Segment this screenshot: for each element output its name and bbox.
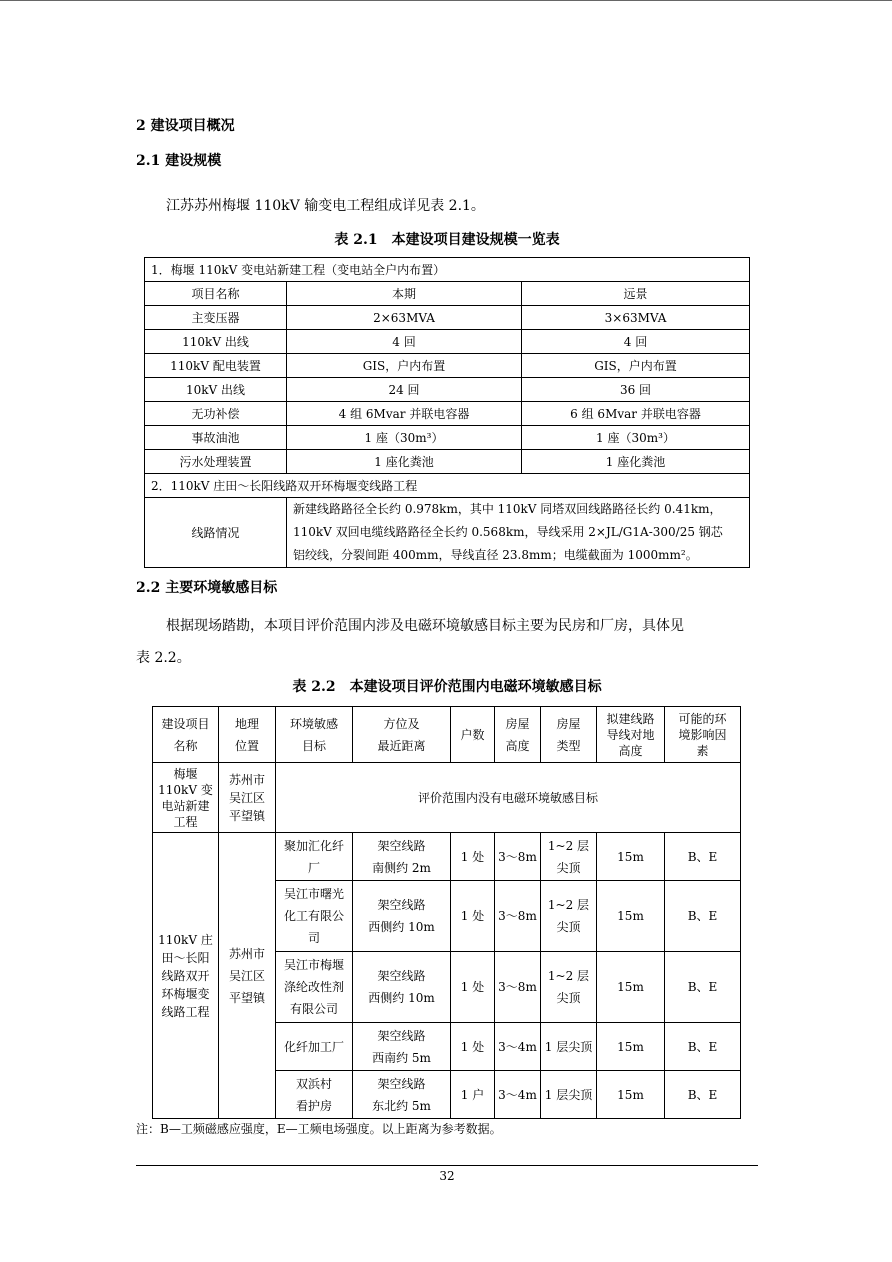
table-row (145, 426, 750, 450)
table2-type: 1~2 层 尖顶 (541, 833, 597, 881)
table1-cell: 1 座（30m³） (287, 426, 522, 450)
line-desc-1: 新建线路路径全长约 0.978km，其中 110kV 同塔双回线路路径长约 0.41km， (293, 502, 722, 516)
top-border (0, 0, 892, 1)
line-desc-2: 110kV 双回电缆线路路径全长约 0.568km，导线采用 2×JL/G1A-300/25 钢芯 (293, 525, 723, 539)
table1-header-future: 远景 (522, 282, 750, 306)
table2-height: 3～8m (495, 952, 541, 1023)
table1-section-2: 2．110kV 庄田～长阳线路双开环梅堰变线路工程 (145, 474, 750, 498)
table1-cell: 4 回 (287, 330, 522, 354)
table2-note: 注：B—工频磁感应强度，E—工频电场强度。以上距离为参考数据。 (136, 1122, 502, 1136)
table2-project1-none: 评价范围内没有电磁环境敏感目标 (276, 763, 741, 833)
section-heading-2-2: 2.2 主要环境敏感目标 (136, 580, 278, 596)
table1-line-label: 线路情况 (145, 498, 287, 568)
table1-cell: 3×63MVA (522, 306, 750, 330)
table2-type: 1 层尖顶 (541, 1071, 597, 1119)
table1-cell: 事故油池 (145, 426, 287, 450)
table2-height: 3～8m (495, 833, 541, 881)
table2-distance: 架空线路 西侧约 10m (353, 952, 451, 1023)
table2-factor: B、E (665, 1023, 741, 1071)
table2-project1-name: 梅堰 110kV 变 电站新建 工程 (153, 763, 219, 833)
table2-distance: 架空线路 西侧约 10m (353, 881, 451, 952)
table2-count: 1 户 (451, 1071, 495, 1119)
table-row (145, 354, 750, 378)
table2-wire: 15m (597, 1023, 665, 1071)
table2-distance: 架空线路 东北约 5m (353, 1071, 451, 1119)
table2-factor: B、E (665, 881, 741, 952)
table2-header-height: 房屋 高度 (495, 707, 541, 763)
table2-target: 双浜村 看护房 (276, 1071, 353, 1119)
table2-height: 3～4m (495, 1023, 541, 1071)
table2-header-location: 地理 位置 (219, 707, 276, 763)
table2-distance: 架空线路 南侧约 2m (353, 833, 451, 881)
section-heading-2: 2 建设项目概况 (136, 118, 235, 134)
table2-project1-location: 苏州市 吴江区 平望镇 (219, 763, 276, 833)
table-2-2 (152, 706, 741, 1119)
table1-cell: 36 回 (522, 378, 750, 402)
table2-height: 3～4m (495, 1071, 541, 1119)
table1-cell: GIS，户内布置 (287, 354, 522, 378)
table1-cell: 主变压器 (145, 306, 287, 330)
table1-cell: 1 座化粪池 (522, 450, 750, 474)
table2-wire: 15m (597, 952, 665, 1023)
page-number: 32 (439, 1169, 455, 1183)
table2-target: 化纤加工厂 (276, 1023, 353, 1071)
table-caption-2-1: 表 2.1 本建设项目建设规模一览表 (334, 232, 560, 248)
table2-type: 1~2 层 尖顶 (541, 952, 597, 1023)
table1-cell: 1 座（30m³） (522, 426, 750, 450)
table2-header-row (153, 707, 741, 763)
table2-project2-location: 苏州市 吴江区 平望镇 (219, 833, 276, 1119)
table2-height: 3～8m (495, 881, 541, 952)
table1-cell: 4 回 (522, 330, 750, 354)
table2-count: 1 处 (451, 833, 495, 881)
table1-cell: 110kV 配电装置 (145, 354, 287, 378)
line-desc-3: 铝绞线，分裂间距 400mm，导线直径 23.8mm；电缆截面为 1000mm²。 (293, 548, 698, 562)
table1-line-description (287, 498, 750, 568)
table2-count: 1 处 (451, 952, 495, 1023)
table1-header-current: 本期 (287, 282, 522, 306)
table1-cell: 无功补偿 (145, 402, 287, 426)
table1-cell: 10kV 出线 (145, 378, 287, 402)
table2-target: 吴江市曙光 化工有限公 司 (276, 881, 353, 952)
table2-wire: 15m (597, 1071, 665, 1119)
paragraph-2-1: 江苏苏州梅堰 110kV 输变电工程组成详见表 2.1。 (166, 198, 485, 214)
paragraph-2-2-line1: 根据现场踏勘，本项目评价范围内涉及电磁环境敏感目标主要为民房和厂房，具体见 (166, 618, 684, 634)
table-2-1 (144, 257, 750, 568)
table-row (145, 330, 750, 354)
table2-header-target: 环境敏感 目标 (276, 707, 353, 763)
table-row (153, 763, 741, 833)
table2-header-count: 户数 (451, 707, 495, 763)
table2-target: 吴江市梅堰 涤纶改性剂 有限公司 (276, 952, 353, 1023)
table1-cell: 1 座化粪池 (287, 450, 522, 474)
table-row (145, 450, 750, 474)
table2-factor: B、E (665, 833, 741, 881)
table2-header-type: 房屋 类型 (541, 707, 597, 763)
table1-cell: 4 组 6Mvar 并联电容器 (287, 402, 522, 426)
table2-count: 1 处 (451, 881, 495, 952)
table2-wire: 15m (597, 881, 665, 952)
table2-header-wire-height: 拟建线路 导线对地 高度 (597, 707, 665, 763)
table2-count: 1 处 (451, 1023, 495, 1071)
table2-target: 聚加汇化纤 厂 (276, 833, 353, 881)
table2-type: 1 层尖顶 (541, 1023, 597, 1071)
table1-cell: 污水处理装置 (145, 450, 287, 474)
table1-cell: 6 组 6Mvar 并联电容器 (522, 402, 750, 426)
table2-header-project: 建设项目 名称 (153, 707, 219, 763)
table2-factor: B、E (665, 952, 741, 1023)
table1-section-1: 1．梅堰 110kV 变电站新建工程（变电站全户内布置） (145, 258, 750, 282)
table2-project2-name: 110kV 庄 田～长阳 线路双开 环梅堰变 线路工程 (153, 833, 219, 1119)
table1-header-item: 项目名称 (145, 282, 287, 306)
table2-wire: 15m (597, 833, 665, 881)
table1-cell: GIS，户内布置 (522, 354, 750, 378)
table1-cell: 24 回 (287, 378, 522, 402)
section-heading-2-1: 2.1 建设规模 (136, 153, 222, 169)
table2-distance: 架空线路 西南约 5m (353, 1023, 451, 1071)
table-row (145, 378, 750, 402)
table-caption-2-2: 表 2.2 本建设项目评价范围内电磁环境敏感目标 (292, 679, 602, 695)
table1-cell: 110kV 出线 (145, 330, 287, 354)
table2-type: 1~2 层 尖顶 (541, 881, 597, 952)
table-row (153, 833, 741, 881)
table-row (145, 306, 750, 330)
footer-rule (136, 1165, 758, 1166)
table2-header-factor: 可能的环 境影响因 素 (665, 707, 741, 763)
paragraph-2-2-line2: 表 2.2。 (136, 650, 191, 666)
table2-factor: B、E (665, 1071, 741, 1119)
table1-cell: 2×63MVA (287, 306, 522, 330)
table2-header-distance: 方位及 最近距离 (353, 707, 451, 763)
table-row (145, 402, 750, 426)
